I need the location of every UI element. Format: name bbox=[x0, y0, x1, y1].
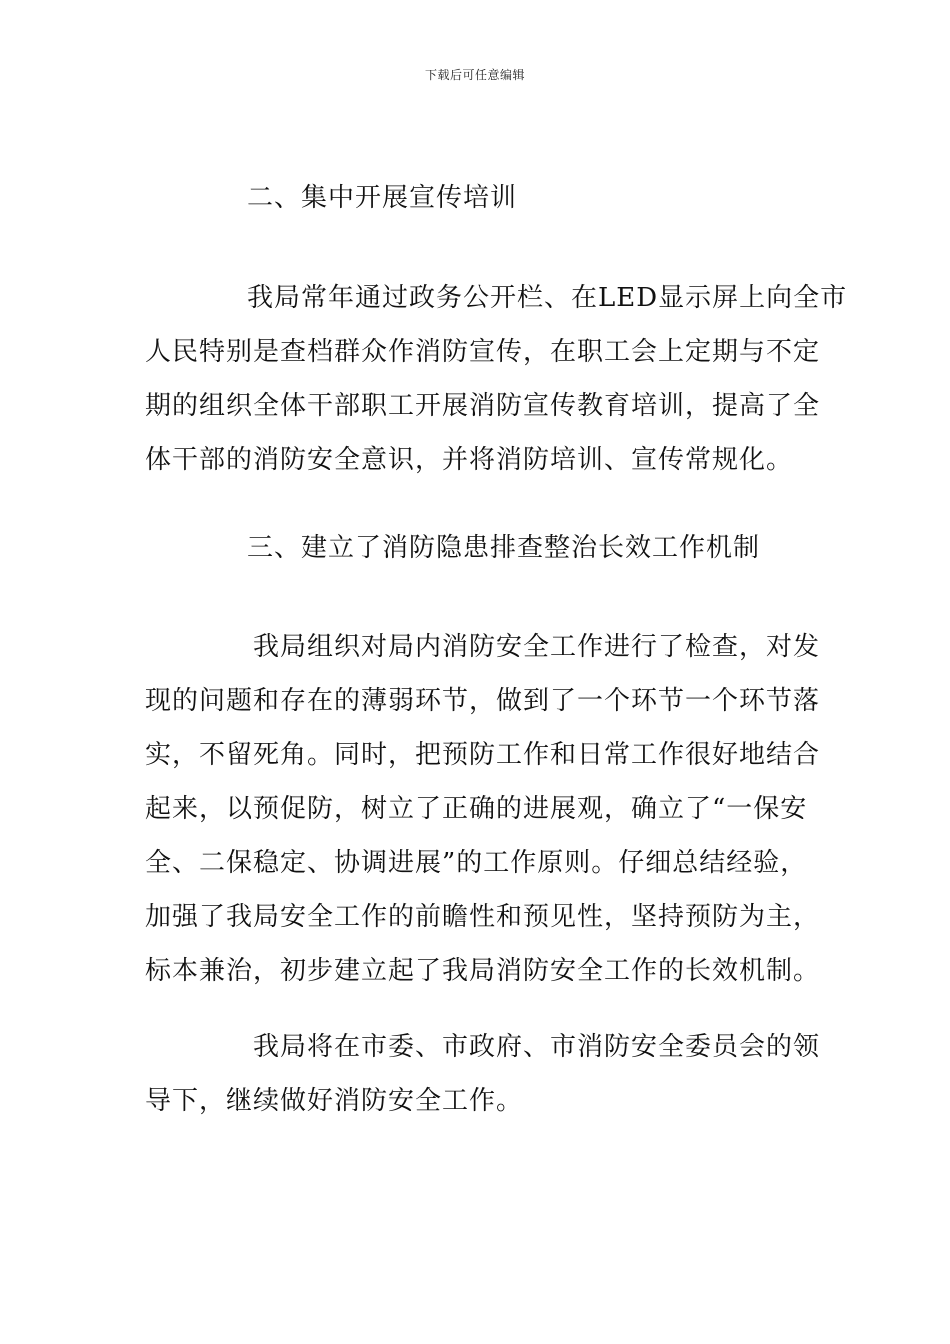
paragraph-line: 导下，继续做好消防安全工作。 bbox=[145, 1086, 524, 1116]
paragraph-line: 体干部的消防安全意识，并将消防培训、宣传常规化。 bbox=[145, 445, 794, 475]
paragraph-line: 加强了我局安全工作的前瞻性和预见性，坚持预防为主， bbox=[145, 902, 821, 932]
paragraph-line: 现的问题和存在的薄弱环节，做到了一个环节一个环节落 bbox=[145, 686, 821, 716]
paragraph-line: 全、二保稳定、协调进展”的工作原则。仔细总结经验， bbox=[145, 848, 808, 878]
paragraph-line: 我局将在市委、市政府、市消防安全委员会的领 bbox=[253, 1032, 821, 1062]
paragraph-line: 期的组织全体干部职工开展消防宣传教育培训，提高了全 bbox=[145, 391, 821, 421]
paragraph-line: 人民特别是查档群众作消防宣传，在职工会上定期与不定 bbox=[145, 337, 821, 367]
section-heading-2: 二、集中开展宣传培训 bbox=[247, 183, 518, 213]
paragraph-line: 我局组织对局内消防安全工作进行了检查，对发 bbox=[253, 632, 821, 662]
paragraph-line: 实，不留死角。同时，把预防工作和日常工作很好地结合 bbox=[145, 740, 821, 770]
paragraph-section-3 bbox=[145, 620, 821, 998]
paragraph-line: 起来，以预促防，树立了正确的进展观，确立了“一保安 bbox=[145, 794, 808, 824]
paragraph-section-2 bbox=[145, 271, 848, 487]
header-note: 下载后可任意编辑 bbox=[424, 68, 525, 82]
paragraph-line: 我局常年通过政务公开栏、在LED显示屏上向全市 bbox=[247, 283, 848, 313]
paragraph-line: 标本兼治，初步建立起了我局消防安全工作的长效机制。 bbox=[145, 956, 821, 986]
paragraph-closing bbox=[145, 1020, 821, 1128]
section-heading-3: 三、建立了消防隐患排查整治长效工作机制 bbox=[247, 533, 761, 563]
